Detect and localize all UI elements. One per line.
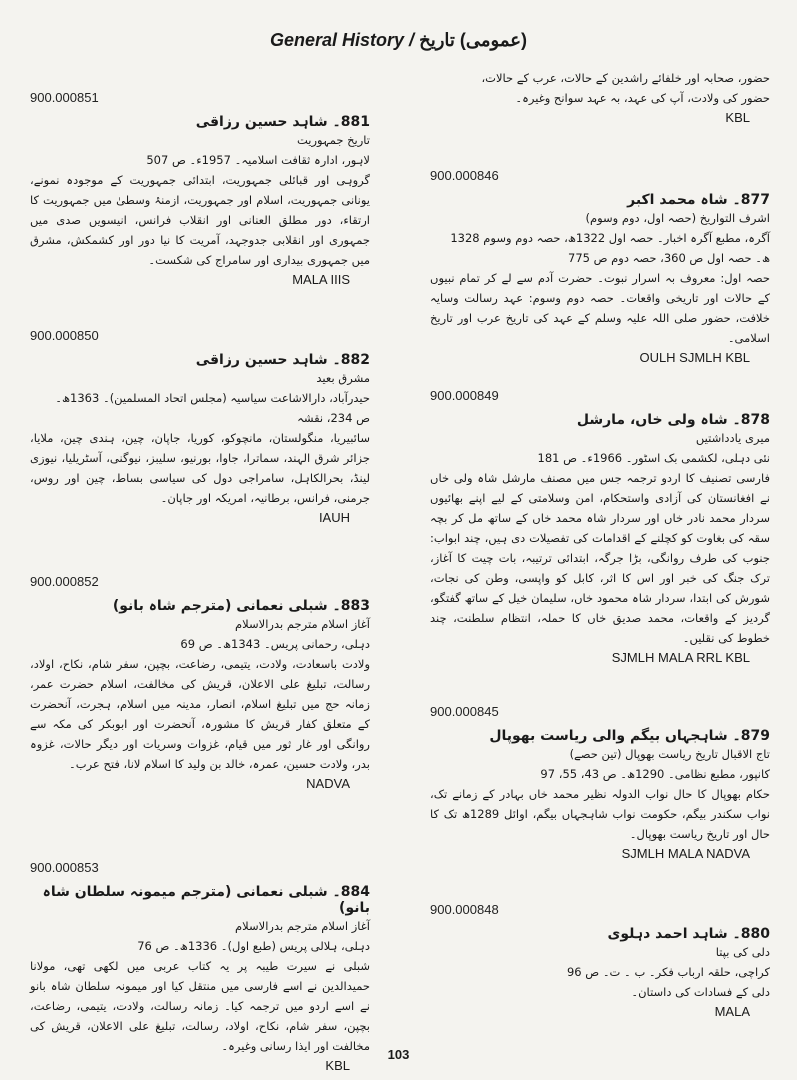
header-english: General History /: [270, 30, 415, 50]
entry-883: [30, 574, 370, 791]
accession-number: 900.000845: [430, 704, 499, 719]
accession-number: 900.000849: [430, 388, 499, 403]
accession-number: 900.000846: [430, 168, 499, 183]
imprint: کانپور، مطبع نظامی۔ 1290ھ۔ ص 43، 55، 97: [540, 767, 770, 781]
description: حکام بھوپال کا حال نواب الدولہ نظیر محمد خاں بہادر کے زمانے تک، نواب سکندر بیگم، حکومت نواب شاہجہاں بیگم، اوائل 1289ھ تک کا حال اور تاریخ ریاست بھوپال۔: [430, 787, 770, 841]
imprint: دہلی، ہلالی پریس (طبع اول)۔ 1336ھ۔ ص 76: [137, 939, 370, 953]
imprint: لاہور، ادارہ ثقافت اسلامیہ۔ 1957ء۔ ص 507: [146, 153, 370, 167]
library-codes: MALA IIIS: [292, 272, 350, 287]
intro-line: حضور، صحابہ اور خلفائے راشدین کے حالات، عرب کے حالات،: [481, 71, 770, 85]
entry-884: [30, 860, 370, 1073]
accession-number: 900.000853: [30, 860, 99, 875]
book-title: آغاز اسلام مترجم بدرالاسلام: [235, 919, 370, 933]
entry-879: [430, 704, 770, 861]
entry-877: [430, 168, 770, 365]
imprint: دہلی، رحمانی پریس۔ 1343ھ۔ ص 69: [180, 637, 370, 651]
accession-number: 900.000851: [30, 90, 99, 105]
book-title: دلی کی بپتا: [715, 945, 770, 959]
entry-title: 880۔ شاہد احمد دہلوی: [607, 926, 770, 942]
description: ولادت باسعادت، ولادت، یتیمی، رضاعت، بچپن، سفر شام، نکاح، اولاد، رسالت، تبلیغ علی الاعلان، قریش کی مخالفت، اسلام حضرت عمر، زمانہ حج میں تبلیغ اسلام، انصار، مدینہ میں اسلام، ہجرت، آنحضرت کے متعلق کفار قریش کا مشورہ، آنحضرت اور ابوبکر کی مکہ سے روانگی اور غار ثور میں قیام، غزوات وسریات اور دیگر حالات، غزوہ بدر، ولادت حسین، عمرہ، خالد بن ولید کا اسلام لانا، فتح عرب۔: [30, 657, 370, 771]
page-header: [0, 30, 797, 51]
entry-880: [430, 902, 770, 1019]
book-title: اشرف التواریخ (حصہ اول، دوم وسوم): [585, 211, 770, 225]
page-number: 103: [387, 1047, 410, 1062]
imprint: ھ۔ حصہ اول ص 360، حصہ دوم ص 775: [568, 251, 770, 265]
entry-title: 881۔ شاہد حسین رزاقی: [195, 114, 370, 130]
entry-881: [30, 90, 370, 287]
entry-title: 883۔ شبلی نعمانی (مترجم شاہ بانو): [112, 598, 370, 614]
entry-continuation: [430, 68, 770, 125]
description: سائبیریا، منگولستان، مانچوکو، کوریا، جاپان، چین، ہندی چین، ملایا، جزائر شرق الہند، سماترا، جاوا، بورنیو، سلیبز، نیوگنی، آسٹریلیا، نیوزی لینڈ، بحرالکاہل، سامراجی دول کی سیاسی بساط، چین اور روس، جرمنی، فرانس، برطانیہ، امریکہ اور جاپان۔: [30, 431, 370, 505]
description: فارسی تصنیف کا اردو ترجمہ جس میں مصنف مارشل شاہ ولی خاں نے افغانستان کی آزادی واستحکام، امن وسلامتی کے لیے اپنے بھائیوں سردار محمد نادر خاں اور سردار شاہ محمد خاں کے ساتھ مل کر بچہ سقہ کی بغاوت کو کچلنے کے اقدامات کی تفصیلات دی ہیں، چند ابواب: جنوب کی طرف روانگی، بڑا جرگہ، ابتدائی ترتیبہ، بات چیت کا آغاز، ترک جنگ کی خبر اور اس کا اثر، کابل کو واپسی، وطن کی نجات، شورش کی ابتدا، سردار شاہ محمود خاں، سلیمان خیل کے ساتھ گفتگو، گردیز کے واقعات، محمد صدیق خاں کا حملہ، انتظام سلطنت، چند خطوط کی نقلیں۔: [430, 471, 770, 645]
entry-882: [30, 328, 370, 525]
library-codes: OULH SJMLH KBL: [639, 350, 750, 365]
accession-number: 900.000852: [30, 574, 99, 589]
library-codes: KBL: [725, 110, 750, 125]
book-title: تاج الاقبال تاریخ ریاست بھوپال (تین حصے): [569, 747, 770, 761]
entry-title: 882۔ شاہد حسین رزاقی: [195, 352, 370, 368]
book-title: تاریخ جمہوریت: [296, 133, 370, 147]
imprint: حیدرآباد، دارالاشاعت سیاسیہ (مجلس اتحاد المسلمین)۔ 1363ھ۔: [55, 391, 370, 405]
description: حصہ اول: معروف بہ اسرار نبوت۔ حضرت آدم سے لے کر تمام نبیوں کے حالات اور تاریخی واقعات۔ حصہ دوم وسوم: عہد رسالت وسایہ خلافت، حضور صلی اللہ علیہ وسلم کے عہد کی تاریخ عرب اور تاریخ اسلامی۔: [430, 271, 770, 345]
library-codes: KBL: [325, 1058, 350, 1073]
imprint: نئی دہلی، لکشمی بک اسٹور۔ 1966ء۔ ص 181: [537, 451, 770, 465]
library-codes: MALA: [714, 1004, 750, 1019]
imprint: ص 234، نقشہ: [297, 411, 370, 425]
description: دلی کے فسادات کی داستان۔: [631, 985, 770, 999]
description: گروہی اور قبائلی جمہوریت، ابتدائی جمہوریت کے موجودہ نمونے، یونانی جمہوریت، اسلام اور جمہوریت، ازمنۂ وسطیٰ میں جمہوریت کا ارتقاء، دور مطلق العنانی اور انقلاب فرانس، انیسویں صدی میں جمہوری اور انقلابی جدوجہد، آمریت کا نیا دور اور کشمکش، مشرق میں جمہوری بیداری اور سامراج کی شکست۔: [30, 173, 370, 267]
intro-line: حضور کی ولادت، آپ کی عہد، بہ عہد سوانح وغیرہ۔: [515, 91, 770, 105]
book-title: میری یادداشتیں: [695, 431, 770, 445]
book-title: آغاز اسلام مترجم بدرالاسلام: [235, 617, 370, 631]
header-urdu: (عمومی) تاریخ: [419, 30, 527, 50]
imprint: کراچی، حلقہ ارباب فکر۔ ب ۔ ت۔ ص 96: [566, 965, 770, 979]
book-title: مشرق بعید: [316, 371, 370, 385]
imprint: آگرہ، مطبع آگرہ اخبار۔ حصہ اول 1322ھ، حصہ دوم وسوم 1328: [450, 231, 770, 245]
library-codes: SJMLH MALA RRL KBL: [611, 650, 750, 665]
library-codes: IAUH: [318, 510, 350, 525]
accession-number: 900.000850: [30, 328, 99, 343]
description: شبلی نے سیرت طیبہ پر یہ کتاب عربی میں لکھی تھی، مولانا حمیدالدین نے اسے فارسی میں منتقل کیا اور میمونہ سلطان شاہ بانو نے اسے اردو میں ترجمہ کیا۔ زمانہ رسالت، ولادت، یتیمی، رضاعت، بچپن، سفر شام، نکاح، اولاد، رسالت، تبلیغ علی الاعلان، قریش کی مخالفت اور ایذا رسانی وغیرہ۔: [30, 959, 370, 1053]
entry-title: 884۔ شبلی نعمانی (مترجم میمونہ سلطان شاہ بانو): [42, 884, 370, 916]
library-codes: SJMLH MALA NADVA: [621, 846, 750, 861]
library-codes: NADVA: [306, 776, 350, 791]
entry-title: 877۔ شاہ محمد اکبر: [627, 192, 770, 208]
entry-title: 878۔ شاہ ولی خاں، مارشل: [576, 412, 770, 428]
accession-number: 900.000848: [430, 902, 499, 917]
entry-878: [430, 388, 770, 665]
entry-title: 879۔ شاہجہاں بیگم والی ریاست بھوپال: [489, 728, 770, 744]
